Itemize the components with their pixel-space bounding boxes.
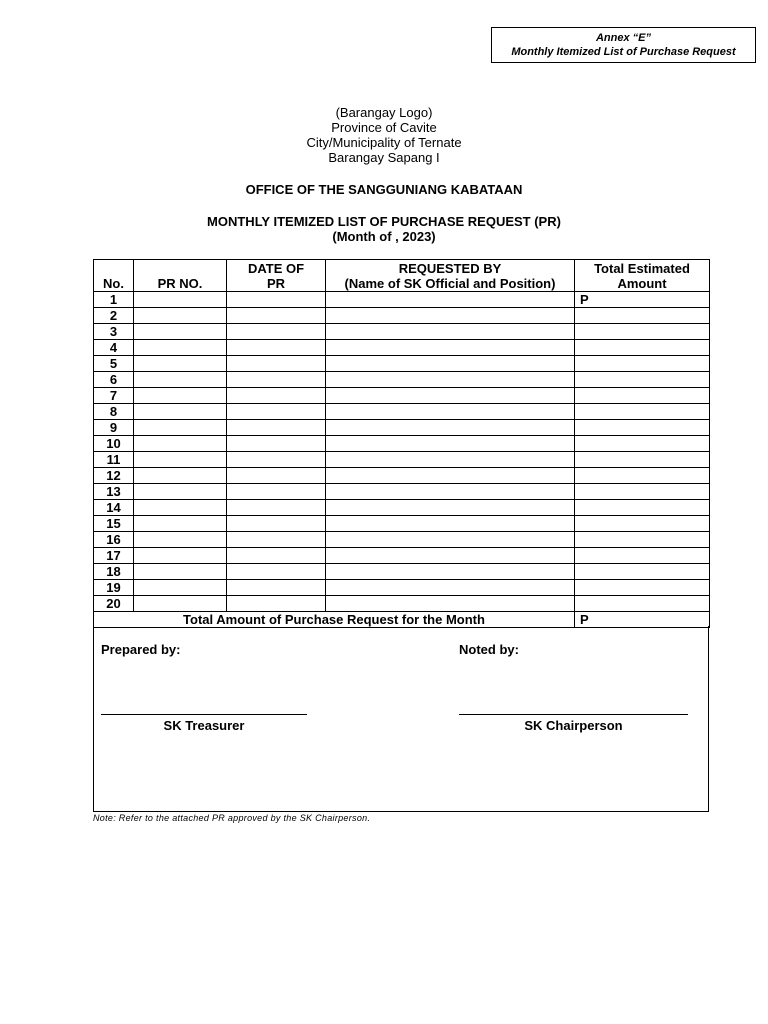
requested-by-cell [326, 484, 575, 500]
requested-by-cell [326, 404, 575, 420]
row-number-cell: 11 [94, 452, 134, 468]
total-amount: P [575, 612, 710, 628]
amount-cell [575, 468, 710, 484]
date-cell [227, 548, 326, 564]
row-number-cell: 2 [94, 308, 134, 324]
table-row [94, 292, 710, 308]
requested-by-cell [326, 500, 575, 516]
date-cell [227, 340, 326, 356]
pr-no-cell [134, 404, 227, 420]
pr-no-cell [134, 516, 227, 532]
barangay-line: Barangay Sapang I [328, 150, 440, 165]
table-row [94, 308, 710, 324]
pr-no-cell [134, 420, 227, 436]
date-cell [227, 308, 326, 324]
pr-no-cell [134, 436, 227, 452]
row-number-cell: 16 [94, 532, 134, 548]
treasurer-name: SK Treasurer [163, 718, 245, 733]
footnote: Note: Refer to the attached PR approved by the SK Chairperson. [93, 813, 371, 823]
date-cell [227, 596, 326, 612]
municipality-line: City/Municipality of Ternate [306, 135, 462, 150]
table-row [94, 388, 710, 404]
row-number-cell: 3 [94, 324, 134, 340]
requested-by-cell [326, 388, 575, 404]
column-header-amount-line1: Total Estimated [594, 261, 690, 276]
column-header-date [227, 260, 326, 292]
requested-by-cell [326, 308, 575, 324]
column-header-amount [575, 260, 710, 292]
date-cell [227, 372, 326, 388]
requested-by-cell [326, 340, 575, 356]
chairperson-signature-line [459, 714, 688, 715]
row-number-cell: 17 [94, 548, 134, 564]
requested-by-cell [326, 292, 575, 308]
table-row [94, 484, 710, 500]
column-header-requested-line1: REQUESTED BY [398, 261, 502, 276]
pr-no-cell [134, 292, 227, 308]
annex-title: Annex “E” [595, 32, 651, 44]
row-number-cell: 12 [94, 468, 134, 484]
purchase-request-table [93, 259, 710, 628]
month-line: (Month of , 2023) [332, 229, 436, 244]
table-row [94, 340, 710, 356]
amount-cell: P [575, 292, 710, 308]
table-row [94, 548, 710, 564]
treasurer-signature-line [101, 714, 307, 715]
row-number-cell: 19 [94, 580, 134, 596]
amount-cell [575, 564, 710, 580]
table-row [94, 516, 710, 532]
pr-no-cell [134, 564, 227, 580]
row-number-cell: 15 [94, 516, 134, 532]
amount-cell [575, 420, 710, 436]
pr-no-cell [134, 308, 227, 324]
requested-by-cell [326, 548, 575, 564]
annex-subtitle: Monthly Itemized List of Purchase Request [511, 46, 736, 58]
table-row [94, 596, 710, 612]
chairperson-name: SK Chairperson [524, 718, 623, 733]
amount-cell [575, 340, 710, 356]
date-cell [227, 404, 326, 420]
table-row [94, 468, 710, 484]
province-line: Province of Cavite [331, 120, 437, 135]
document-title-block [0, 214, 768, 244]
pr-no-cell [134, 340, 227, 356]
row-number-cell: 6 [94, 372, 134, 388]
signature-section [93, 626, 709, 812]
requested-by-cell [326, 372, 575, 388]
table-row [94, 420, 710, 436]
date-cell [227, 452, 326, 468]
pr-no-cell [134, 532, 227, 548]
noted-by-label: Noted by: [459, 642, 519, 657]
row-number-cell: 9 [94, 420, 134, 436]
amount-cell [575, 532, 710, 548]
table-row [94, 404, 710, 420]
requested-by-cell [326, 468, 575, 484]
table-row [94, 372, 710, 388]
row-number-cell: 5 [94, 356, 134, 372]
barangay-logo-placeholder: (Barangay Logo) [335, 105, 433, 120]
column-header-date-line1: DATE OF [247, 261, 305, 276]
column-header-date-line2: PR [266, 276, 286, 291]
table-row [94, 500, 710, 516]
table-row [94, 532, 710, 548]
amount-cell [575, 308, 710, 324]
table-row [94, 564, 710, 580]
table-row [94, 324, 710, 340]
amount-cell [575, 516, 710, 532]
amount-cell [575, 484, 710, 500]
row-number-cell: 8 [94, 404, 134, 420]
pr-no-cell [134, 324, 227, 340]
column-header-amount-line2: Amount [617, 276, 667, 291]
office-title: OFFICE OF THE SANGGUNIANG KABATAAN [245, 182, 523, 197]
row-number-cell: 18 [94, 564, 134, 580]
table-row [94, 436, 710, 452]
row-number-cell: 4 [94, 340, 134, 356]
date-cell [227, 468, 326, 484]
requested-by-cell [326, 564, 575, 580]
date-cell [227, 436, 326, 452]
prepared-by-label: Prepared by: [101, 642, 181, 657]
column-header-requested-by [326, 260, 575, 292]
pr-no-cell [134, 452, 227, 468]
pr-no-cell [134, 356, 227, 372]
amount-cell [575, 452, 710, 468]
date-cell [227, 532, 326, 548]
amount-cell [575, 596, 710, 612]
amount-cell [575, 548, 710, 564]
date-cell [227, 324, 326, 340]
column-header-requested-line2: (Name of SK Official and Position) [344, 276, 556, 291]
pr-no-cell [134, 468, 227, 484]
column-header-no: No. [94, 260, 134, 292]
amount-cell [575, 388, 710, 404]
table-row [94, 356, 710, 372]
row-number-cell: 1 [94, 292, 134, 308]
pr-no-cell [134, 580, 227, 596]
requested-by-cell [326, 580, 575, 596]
row-number-cell: 13 [94, 484, 134, 500]
amount-cell [575, 404, 710, 420]
column-header-pr-no: PR NO. [134, 260, 227, 292]
annex-box [491, 27, 756, 63]
table-row [94, 452, 710, 468]
date-cell [227, 388, 326, 404]
table-header-row [94, 260, 710, 292]
date-cell [227, 292, 326, 308]
requested-by-cell [326, 596, 575, 612]
requested-by-cell [326, 324, 575, 340]
row-number-cell: 14 [94, 500, 134, 516]
requested-by-cell [326, 452, 575, 468]
amount-cell [575, 324, 710, 340]
row-number-cell: 10 [94, 436, 134, 452]
requested-by-cell [326, 356, 575, 372]
row-number-cell: 20 [94, 596, 134, 612]
date-cell [227, 580, 326, 596]
row-number-cell: 7 [94, 388, 134, 404]
date-cell [227, 484, 326, 500]
document-title: MONTHLY ITEMIZED LIST OF PURCHASE REQUEST (PR) [207, 214, 561, 229]
amount-cell [575, 580, 710, 596]
date-cell [227, 500, 326, 516]
requested-by-cell [326, 532, 575, 548]
amount-cell [575, 356, 710, 372]
requested-by-cell [326, 516, 575, 532]
date-cell [227, 564, 326, 580]
total-label: Total Amount of Purchase Request for the Month [94, 612, 575, 628]
requested-by-cell [326, 436, 575, 452]
pr-no-cell [134, 372, 227, 388]
amount-cell [575, 372, 710, 388]
date-cell [227, 356, 326, 372]
pr-no-cell [134, 500, 227, 516]
pr-no-cell [134, 388, 227, 404]
date-cell [227, 420, 326, 436]
pr-no-cell [134, 596, 227, 612]
pr-no-cell [134, 484, 227, 500]
amount-cell [575, 500, 710, 516]
amount-cell [575, 436, 710, 452]
table-row [94, 580, 710, 596]
date-cell [227, 516, 326, 532]
requested-by-cell [326, 420, 575, 436]
letterhead [0, 105, 768, 165]
pr-no-cell [134, 548, 227, 564]
